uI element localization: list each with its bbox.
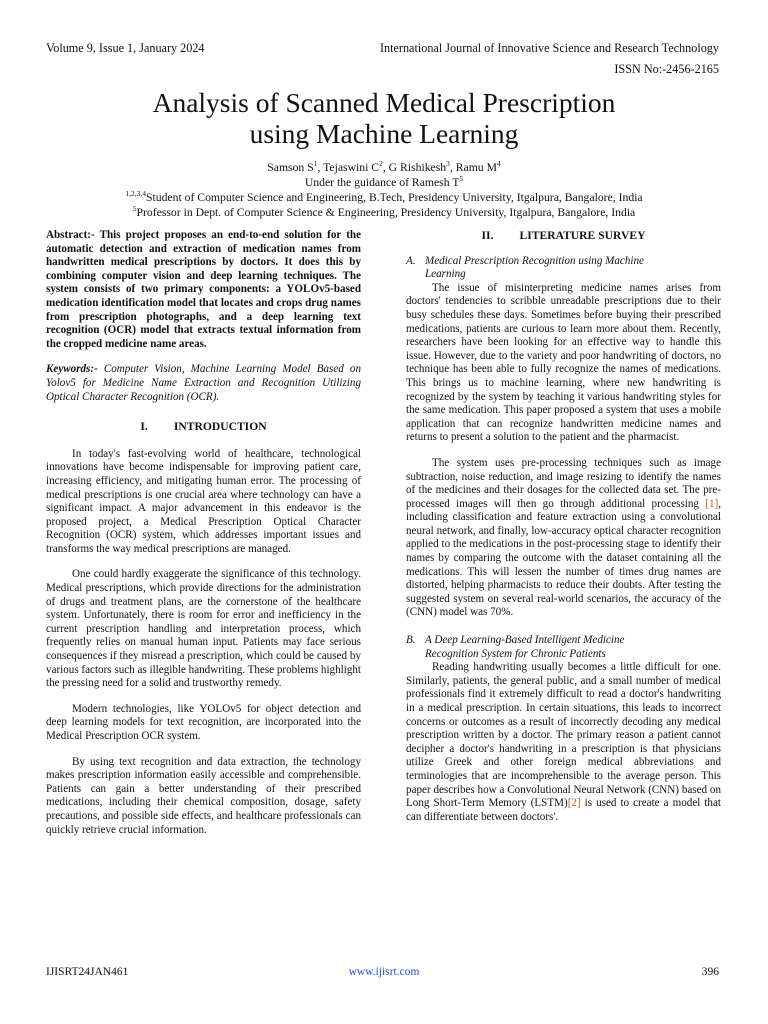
header-issn: ISSN No:-2456-2165 <box>614 62 719 76</box>
keywords: Keywords:- Computer Vision, Machine Learning Model Based on Yolov5 for Medicine Name Extraction and Recognition Utilizing Optical Character Recognition (OCR). <box>46 363 361 403</box>
affiliation-professor: $^5$Professor in Dept. of Computer Science & Engineering, Presidency University, Itgalpura, Bangalore, India <box>132 204 636 219</box>
author-list: Samson $S^1$, Tejaswini $C^2$, G Rishikesh$^3$, Ramu $M^4$ <box>267 159 501 174</box>
subsection-heading-b: B. A Deep Learning-Based Intelligent Medicine <box>406 634 625 647</box>
footer-paper-id: IJISRT24JAN461 <box>46 966 129 978</box>
survey-b-paragraph-1: Reading handwriting usually becomes a little difficult for one. Similarly, patients, the general public, and a small number of medical professionals find it extremely difficult to read a doctor's handwriting in a medical prescription. In certain situations, this leads to incorrect concerns or outcomes as a result of incorrectly decoding any medical prescription written by a doctor. The primary reason a patient cannot decipher a doctor's handwriting in a prescription is that physicians utilize Greek and other foreign medical abbreviations and terminologies that are incomprehensible to the average person. This paper describes how a Convolutional Neural Network (CNN) based on Long Short-Term Memory (LSTM)[2] is used to create a model that can differentiate between doctors'. <box>406 661 721 823</box>
abstract: Abstract:- This project proposes an end-to-end solution for the automatic detection and extraction of medication names from handwritten medical prescriptions by doctors. It does this by combining computer vision and deep learning techniques. The system consists of two primary components: a YOLOv5-based medication identification model that locates and crops drug names from prescription photographs, and a deep learning text recognition (OCR) model that extracts textual information from the cropped medicine name areas. <box>46 229 361 350</box>
right-column <box>406 229 721 824</box>
intro-paragraph-1: In today's fast-evolving world of healthcare, technological innovations have become indispensable for improving patient care, increasing efficiency, and mitigating human error. The processing of medical prescriptions is one crucial area where technology can have a significant impact. A major advancement in this endeavor is the proposed project, a Medical Prescription Optical Character Recognition (OCR) system, which addresses important issues and transforms the way medical prescriptions are managed. <box>46 447 361 555</box>
header-volume: Volume 9, Issue 1, January 2024 <box>46 41 205 55</box>
citation-link-1[interactable]: [1] <box>705 497 719 510</box>
subsection-heading-a: A. Medical Prescription Recognition using Machine <box>406 254 644 267</box>
section-heading-literature-survey: II. LITERATURE SURVEY <box>481 229 646 242</box>
footer-website-link[interactable]: www.ijisrt.com <box>348 966 420 978</box>
title-line-1: Analysis of Scanned Medical Prescription <box>152 87 616 118</box>
author-block <box>0 160 768 220</box>
title-line-2: using Machine Learning <box>249 118 519 149</box>
intro-paragraph-4: By using text recognition and data extraction, the technology makes prescription information easily accessible and comprehensible. Patients can gain a better understanding of their prescribed medications, including their chemical composition, dosage, safety precautions, and possible side effects, and healthcare professionals can quickly retrieve crucial information. <box>46 755 361 836</box>
survey-a-paragraph-1: The issue of misinterpreting medicine names arises from doctors' tendencies to scribble unreadable prescriptions due to their busy schedules these days. Sometimes before buying their prescribed medications, patients are curious to learn more about them. Recently, researchers have been looking for an effective way to handle this issue. However, due to the variety and poor handwriting of doctors, no technique has been able to fully recognize the names of medications. This brings us to machine learning, where new handwriting is recognized by the system by teaching it various handwriting styles for the same medication. This paper proposed a system that uses a mobile application that can recognize handwritten medicine names and returns to present a solution to the patient and the pharmacist. <box>406 281 721 444</box>
subsection-heading-a-line-2: Learning <box>425 268 466 281</box>
subsection-heading-b-line-2: Recognition System for Chronic Patients <box>425 647 606 660</box>
affiliation-students: $^{1,2,3,4}$Student of Computer Science and Engineering, B.Tech, Presidency University, Itgalpura, Bangalore, India <box>125 189 643 204</box>
header-journal: International Journal of Innovative Science and Research Technology <box>379 41 719 55</box>
paper-title <box>0 87 768 149</box>
guidance-line: Under the guidance of Ramesh $T^5$ <box>304 174 464 189</box>
intro-paragraph-3: Modern technologies, like YOLOv5 for object detection and deep learning models for text recognition, are incorporated into the Medical Prescription OCR system. <box>46 702 361 742</box>
citation-link-2[interactable]: [2] <box>567 797 581 810</box>
intro-paragraph-2: One could hardly exaggerate the significance of this technology. Medical prescriptions, which provide directions for the administration of drugs and treatment plans, are the cornerstone of the healthcare system. Unfortunately, there is room for error and inefficiency in the current prescription handling and interpretation process, which frequently relies on manual human input. Patients may face serious consequences if they misread a prescription, which could be caused by various factors such as illegible handwriting. These problems highlight the pressing need for a solid and trustworthy remedy. <box>46 568 361 690</box>
survey-a-paragraph-2: The system uses pre-processing techniques such as image subtraction, noise reduction, and image resizing to identify the names of the medicines and their dosages for the collected data set. The pre-processed images will then go through additional processing [1], including classification and feature extraction using a convolutional neural network, and finally, low-accuracy optical character recognition applied to the medications in the post-processing stage to identify their names by comparing the outcome with the dataset containing all the medications. This will lessen the number of times drug names are distorted, helping pharmacists to reduce their doubts. After testing the suggested system on several real-world scenarios, the accuracy of the (CNN) model was 70%. <box>406 456 721 619</box>
left-column <box>46 229 361 837</box>
footer-page-number: 396 <box>701 966 719 978</box>
section-heading-introduction: I. INTRODUCTION <box>140 420 267 434</box>
